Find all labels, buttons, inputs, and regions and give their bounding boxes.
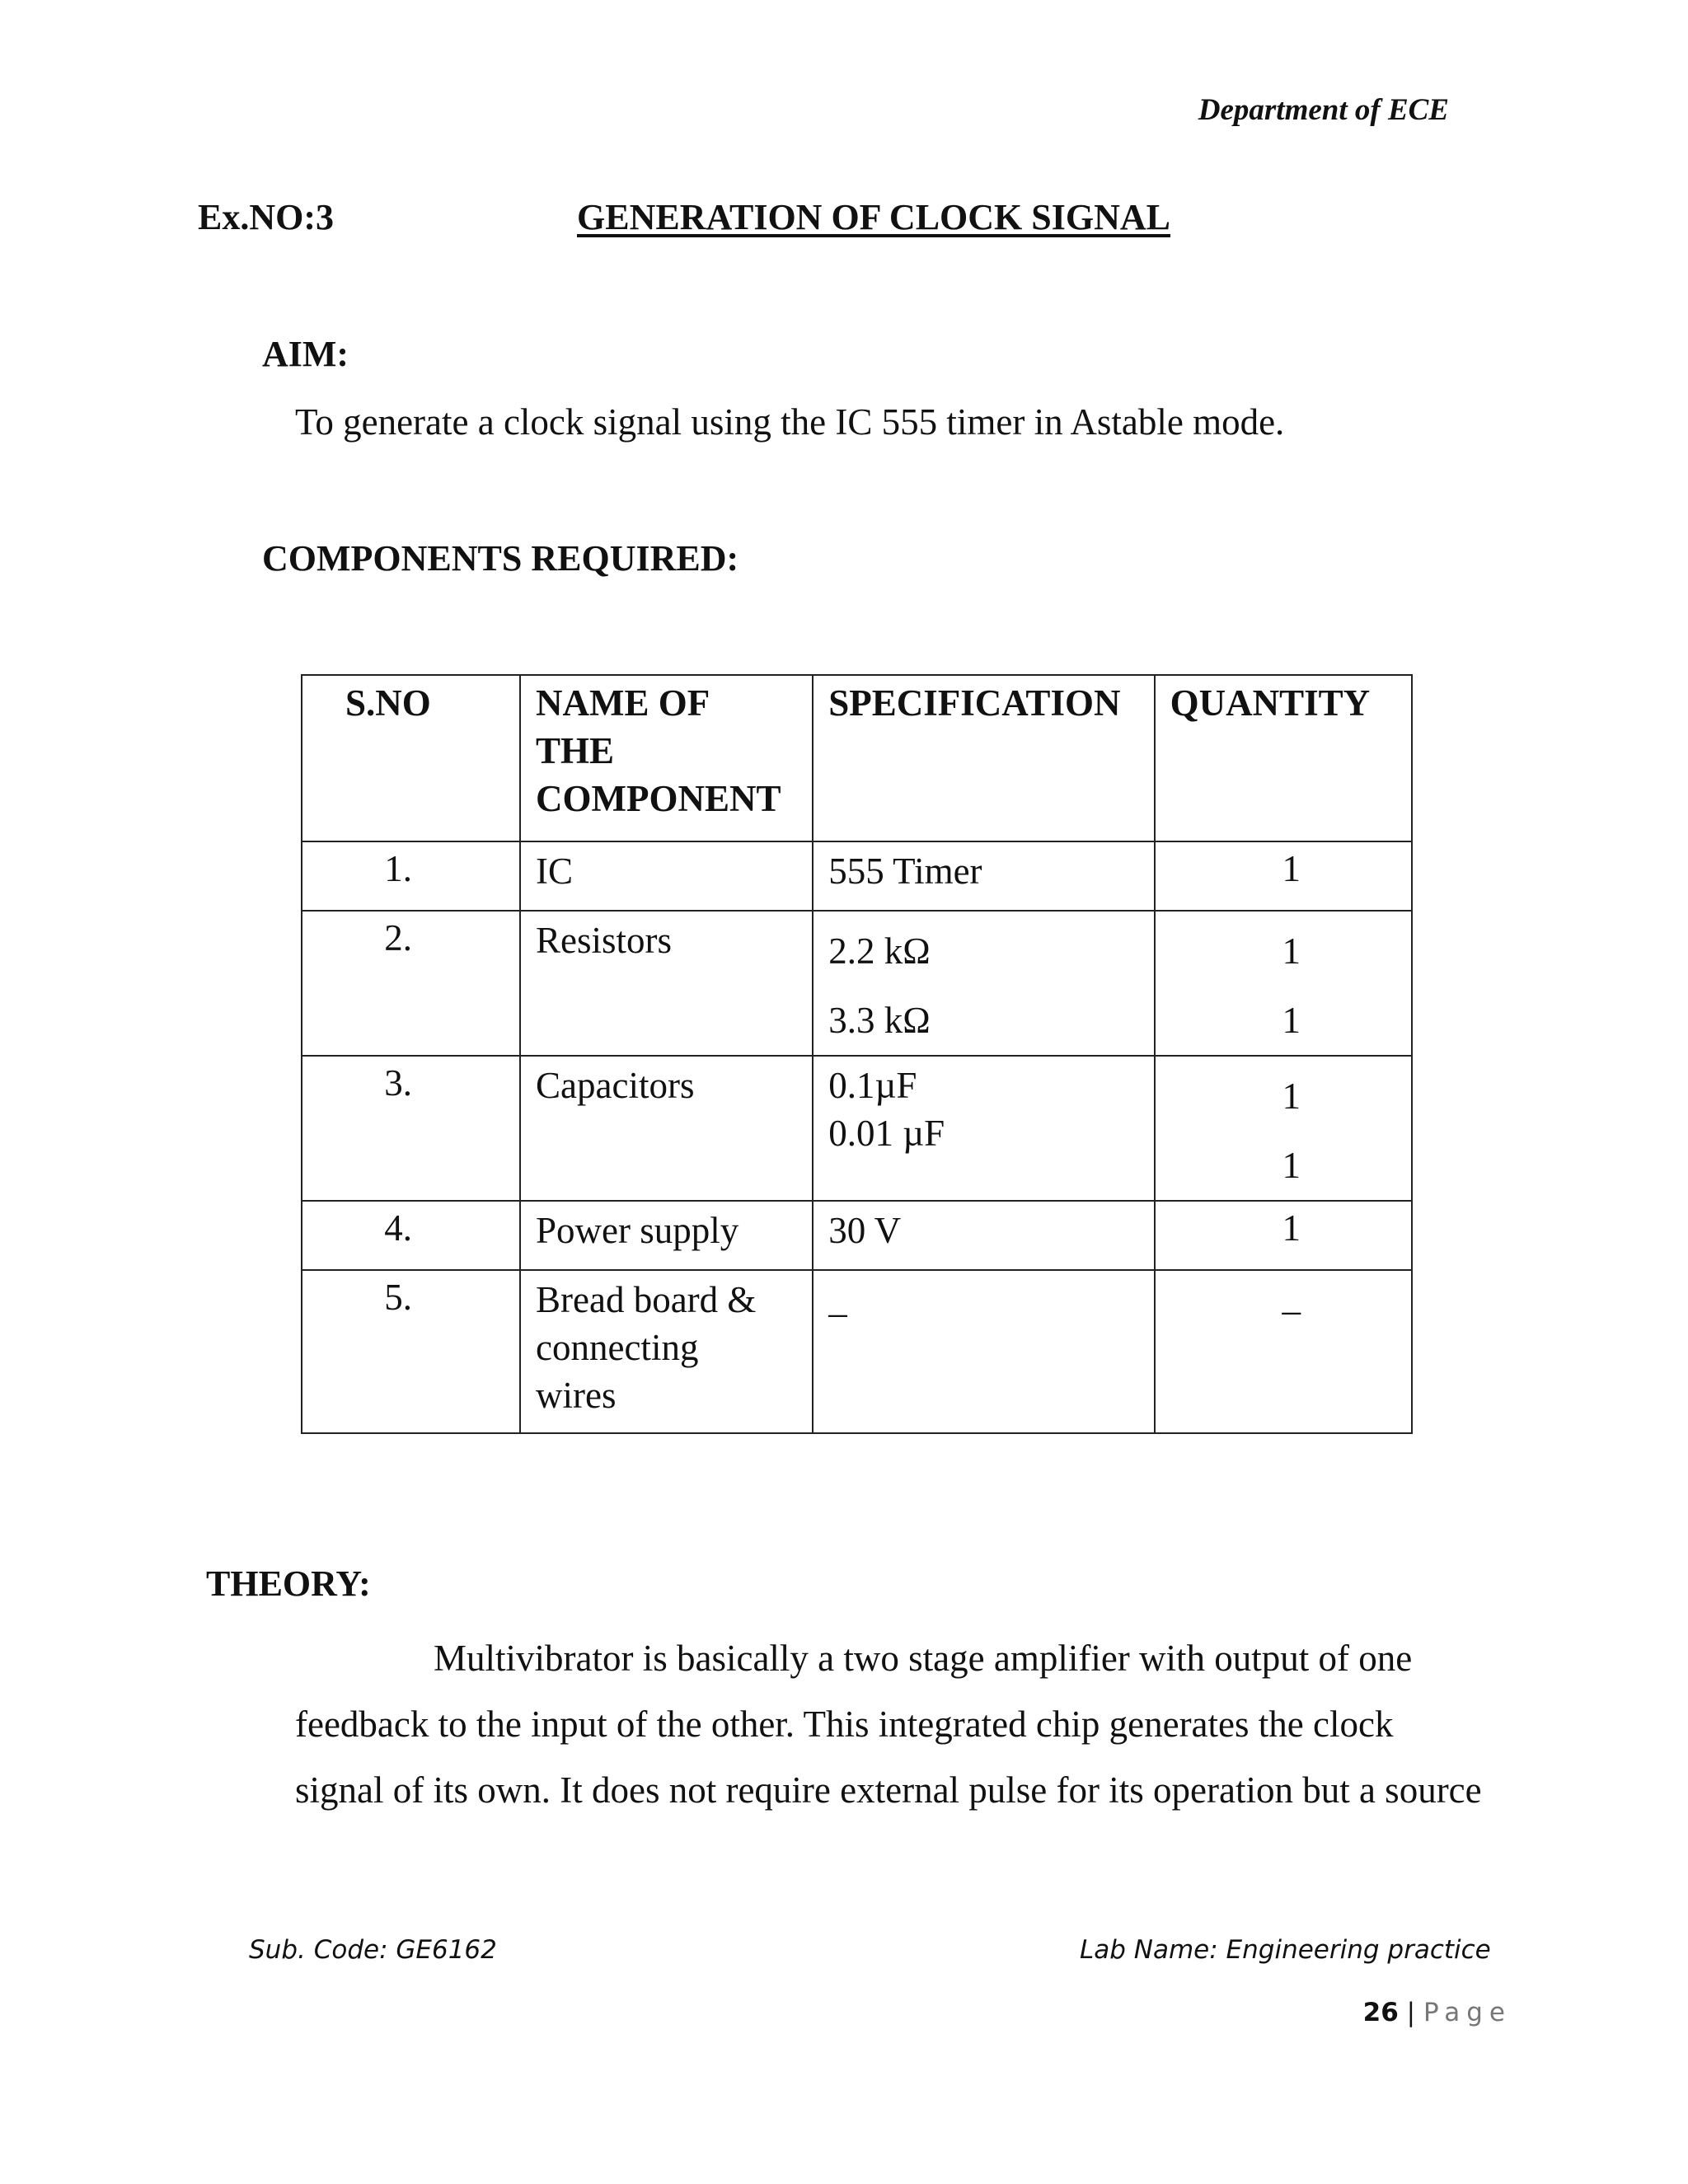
column-header-sno: S.NO <box>302 675 520 841</box>
theory-line: feedback to the input of the other. This integrated chip generates the clock <box>295 1704 1394 1745</box>
spec-value: 0.1µF <box>828 1065 917 1106</box>
column-header-name <box>520 675 813 841</box>
header-name-line: COMPONENT <box>536 778 781 819</box>
theory-heading: THEORY: <box>206 1563 371 1604</box>
cell-sno: 4. <box>302 1201 520 1270</box>
header-name-line: THE <box>536 730 615 771</box>
footer-lab-name: Lab Name: Engineering practice <box>1080 1935 1491 1965</box>
cell-sno: 2. <box>302 911 520 1056</box>
exercise-title: GENERATION OF CLOCK SIGNAL <box>577 197 1170 237</box>
cell-name: Capacitors <box>520 1056 813 1201</box>
cell-spec <box>813 1201 1154 1270</box>
table-row <box>302 841 1412 911</box>
table-header-row <box>302 675 1412 841</box>
table-row <box>302 1270 1412 1433</box>
cell-qty <box>1155 1201 1412 1270</box>
spec-value: _ <box>828 1279 847 1320</box>
name-line: wires <box>536 1375 617 1416</box>
theory-line: signal of its own. It does not require external pulse for its operation but a source <box>295 1769 1482 1811</box>
table-row <box>302 911 1412 1056</box>
cell-qty <box>1155 1270 1412 1433</box>
cell-qty <box>1155 911 1412 1056</box>
header-name-line: NAME OF <box>536 682 710 724</box>
cell-spec <box>813 911 1154 1056</box>
cell-name: Resistors <box>520 911 813 1056</box>
department-header: Department of ECE <box>1198 93 1449 127</box>
qty-value: _ <box>1282 1277 1301 1318</box>
spec-value: 30 V <box>828 1210 902 1251</box>
qty-value: 1 <box>1282 1076 1301 1117</box>
components-heading: COMPONENTS REQUIRED: <box>262 538 739 579</box>
qty-value: 1 <box>1282 1145 1301 1186</box>
cell-spec <box>813 841 1154 911</box>
qty-value: 1 <box>1282 848 1301 889</box>
column-header-specification: SPECIFICATION <box>813 675 1154 841</box>
page-number-value: 26 <box>1362 1998 1399 2027</box>
cell-name <box>520 1270 813 1433</box>
page-separator: | <box>1406 1998 1416 2027</box>
page-label: Page <box>1423 1998 1512 2027</box>
name-line: connecting <box>536 1327 699 1368</box>
cell-name: Power supply <box>520 1201 813 1270</box>
theory-line: Multivibrator is basically a two stage amplifier with output of one <box>434 1638 1413 1679</box>
cell-qty <box>1155 841 1412 911</box>
spec-value: 555 Timer <box>828 851 982 892</box>
cell-sno: 5. <box>302 1270 520 1433</box>
qty-value: 1 <box>1282 930 1301 972</box>
spec-value: 0.01 µF <box>828 1113 945 1154</box>
page-number <box>1363 1998 1512 2027</box>
cell-spec <box>813 1056 1154 1201</box>
cell-qty <box>1155 1056 1412 1201</box>
name-line: Bread board & <box>536 1279 757 1320</box>
column-header-quantity: QUANTITY <box>1155 675 1412 841</box>
cell-sno: 3. <box>302 1056 520 1201</box>
table-row <box>302 1056 1412 1201</box>
qty-value: 1 <box>1282 1000 1301 1041</box>
cell-spec <box>813 1270 1154 1433</box>
aim-text: To generate a clock signal using the IC 555 timer in Astable mode. <box>295 401 1285 443</box>
spec-value: 2.2 kΩ <box>828 930 931 972</box>
footer-sub-code: Sub. Code: GE6162 <box>249 1935 497 1965</box>
table-row <box>302 1201 1412 1270</box>
exercise-number: Ex.NO:3 <box>198 197 334 237</box>
aim-heading: AIM: <box>262 334 349 374</box>
cell-name: IC <box>520 841 813 911</box>
spec-value: 3.3 kΩ <box>828 1000 931 1041</box>
cell-sno: 1. <box>302 841 520 911</box>
theory-text <box>295 1625 1531 1823</box>
qty-value: 1 <box>1282 1207 1301 1249</box>
components-table <box>301 674 1413 1434</box>
